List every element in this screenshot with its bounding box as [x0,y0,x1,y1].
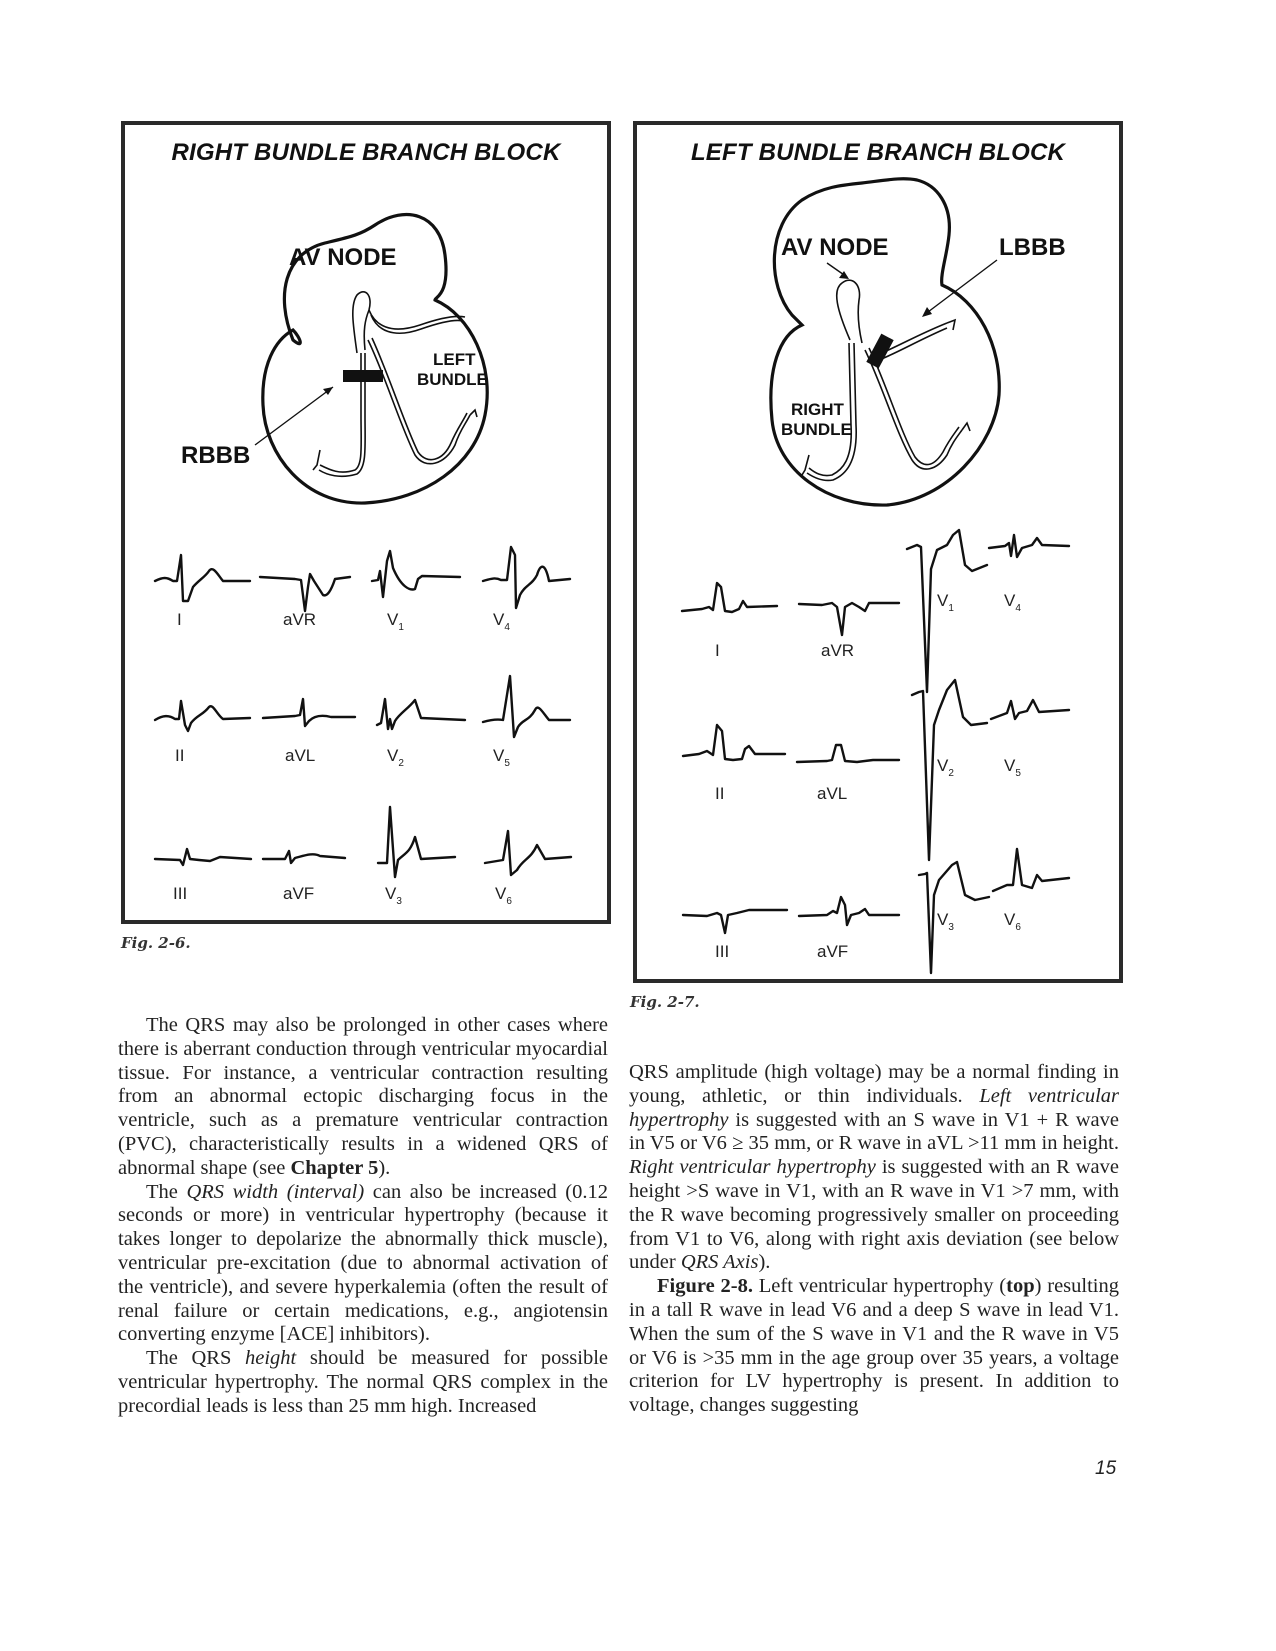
rbbb-label: RBBB [181,442,251,469]
lead-label: I [715,641,720,660]
rbbb-block-marker [343,370,383,382]
lbbb-arrow [924,260,997,315]
right-bundle-label-2: BUNDLE [781,420,852,439]
lead-label: aVL [285,746,316,765]
figure-rbbb [121,121,611,924]
ecg-lead-V1 [372,551,460,597]
lead-label: $V_5$ [493,746,510,769]
lead-label: $V_6$ [1004,910,1021,933]
lead-label: $V_1$ [387,610,404,633]
his-bundle [319,292,370,476]
figure-title: RIGHT BUNDLE BRANCH BLOCK [171,139,561,166]
lbbb-diagram [637,125,1119,979]
page-number: 15 [1095,1458,1117,1479]
paragraph: QRS amplitude (high voltage) may be a normal finding in young, athletic, or thin individuals. Left ventricular hypertrophy is suggested with an S wave in V1 + R wave in V5 or V6 ≥ 35 mm, or R wave in aVL >11 mm in height. Right ventricular hypertrophy is suggested with an R wave height >S wave in V1, with an R wave in V1 >7 mm, with the R wave becoming progressively smaller on proceeding from V1 to V6, along with right axis deviation (see below under QRS Axis). [629,1061,1120,1274]
lead-label: aVR [821,641,855,660]
rbbb-diagram [125,125,607,920]
his-bundle [807,280,862,480]
ecg-lead-aVR [260,574,350,611]
ecg-traces [155,547,571,907]
ecg-lead-V6 [993,849,1069,891]
paragraph: The QRS width (interval) can also be increased (0.12 seconds or more) in ventricular hypertrophy (because it takes longer to depolarize the abnormally thick muscle), ventricular pre-excitation (due to abnormal activation of the ventricle), and severe hyperkalemia (often the result of renal failure or certain medications, e.g., angiotensin converting enzyme [ACE] inhibitors). [118,1180,608,1346]
lead-label: I [177,610,182,629]
av-node-label: AV NODE [289,244,397,271]
ecg-lead-V3 [378,807,455,877]
lead-label: aVF [817,942,849,961]
ecg-lead-III [155,849,251,865]
paragraph: The QRS may also be prolonged in other cases where there is aberrant conduction through ventricular myocardial tissue. For instance, a ventricular contraction resulting from an abnormal ectopic discharging focus in the ventricle, such as a premature ventricular contraction (PVC), characteristically results in a widened QRS of abnormal shape (see Chapter 5). [118,1014,608,1179]
rbbb-arrow [255,387,333,445]
ecg-lead-I [682,583,777,612]
paragraph: The QRS height should be measured for possible ventricular hypertrophy. The normal QRS complex in the precordial leads is less than 25 mm high. Increased [118,1347,609,1417]
figure-lbbb [633,121,1123,983]
lead-label: II [715,784,725,803]
ecg-lead-aVL [263,699,355,726]
chapter-reference: Chapter 5 [290,1156,379,1179]
lead-label: aVL [817,784,848,803]
lead-label: III [173,884,188,903]
lead-label: $V_4$ [493,610,510,633]
lead-label: $V_2$ [937,756,954,779]
text-column-right [629,1061,1119,1418]
lead-label: $V_5$ [1004,756,1021,779]
lead-label: $V_3$ [385,884,402,907]
ecg-lead-aVF [263,851,345,863]
paragraph: Figure 2-8. Left ventricular hypertrophy (top) resulting in a tall R wave in lead V6 and a deep S wave in lead V1. When the sum of the S wave in V1 and the R wave in V5 or V6 is >35 mm in the age group over 35 years, a voltage criterion for LV hypertrophy is present. In addition to voltage, changes suggesting [629,1275,1119,1417]
ecg-lead-aVF [799,897,899,925]
ecg-traces [682,530,1069,973]
ecg-lead-V4 [483,547,570,608]
ecg-lead-V3 [919,862,989,973]
lead-label: $V_2$ [387,746,404,769]
ecg-lead-II [683,725,785,760]
ecg-lead-V1 [907,530,987,692]
text-column-left [118,1014,608,1419]
left-bundle-label-1: LEFT [433,350,476,369]
lead-label: III [715,942,730,961]
ecg-lead-I [155,555,250,601]
ecg-lead-V6 [485,831,571,875]
ecg-lead-II [155,701,250,731]
lbbb-label: LBBB [999,234,1066,261]
lead-label: $V_1$ [937,591,954,614]
lead-label: II [175,746,185,765]
ecg-lead-V5 [483,676,570,737]
lead-label: $V_4$ [1004,591,1021,614]
ecg-lead-aVL [797,745,899,762]
right-bundle-label-1: RIGHT [791,400,844,419]
lead-label: aVF [283,884,315,903]
figure-caption-2-7: Fig. 2-7. [630,993,700,1011]
ecg-lead-V4 [989,535,1069,557]
ecg-lead-III [683,910,787,933]
lead-label: $V_6$ [495,884,512,907]
lead-label: aVR [283,610,317,629]
figure-caption-2-6: Fig. 2-6. [121,934,191,952]
av-node-label: AV NODE [781,234,889,261]
arrow-head-icon [922,307,932,317]
figure-title: LEFT BUNDLE BRANCH BLOCK [690,139,1066,166]
lead-label: $V_3$ [937,910,954,933]
ecg-lead-aVR [799,603,899,635]
figure-reference: Figure 2-8. [657,1275,753,1298]
left-bundle-label-2: BUNDLE [417,370,488,389]
ecg-lead-V5 [991,700,1069,719]
ecg-lead-V2 [377,699,465,729]
